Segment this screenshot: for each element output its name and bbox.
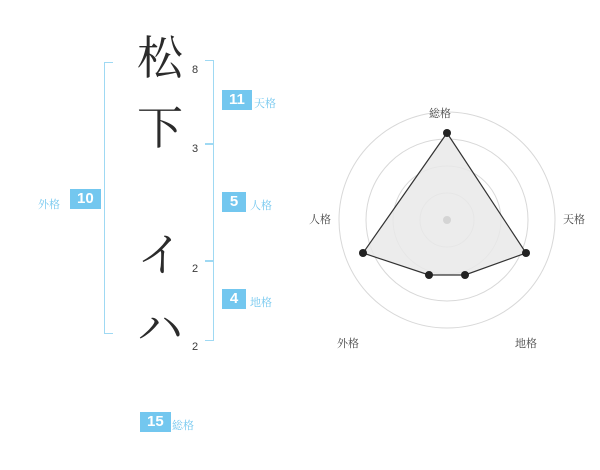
name-character-3: イ: [137, 228, 183, 282]
score-label-outer: 外格: [38, 199, 60, 211]
radar-point-gaikaku: [425, 271, 433, 279]
stroke-count-4: 2: [192, 341, 199, 353]
radar-point-soukaku: [443, 129, 451, 137]
name-character-1: 松: [137, 31, 183, 85]
radar-axis-label-soukaku: 総格: [429, 108, 451, 120]
radar-axis-label-jinkaku: 人格: [309, 214, 331, 226]
score-badge-outer: 10: [70, 189, 101, 209]
radar-axis-label-tenkaku: 天格: [563, 214, 585, 226]
score-badge-chikaku: 4: [222, 289, 246, 309]
radar-point-chikaku: [461, 271, 469, 279]
name-character-4: ハ: [137, 301, 183, 355]
stroke-count-2: 3: [192, 143, 199, 155]
radar-data-polygon: [363, 133, 526, 275]
radar-chart: [305, 105, 600, 395]
score-label-tenkaku: 天格: [254, 98, 276, 110]
score-badge-soukaku: 15: [140, 412, 171, 432]
outer-bracket: [104, 62, 113, 334]
radar-point-tenkaku: [522, 249, 530, 257]
radar-axis-label-gaikaku: 外格: [337, 338, 359, 350]
name-character-2: 下: [137, 101, 183, 155]
radar-center-dot: [443, 216, 451, 224]
score-label-jinkaku: 人格: [250, 200, 272, 212]
score-label-chikaku: 地格: [250, 297, 272, 309]
tenkaku-bracket: [205, 60, 214, 145]
score-label-soukaku: 総格: [172, 420, 194, 432]
stroke-count-1: 8: [192, 64, 199, 76]
radar-chart-svg: [305, 105, 600, 395]
stroke-count-3: 2: [192, 263, 199, 275]
score-badge-tenkaku: 11: [222, 90, 252, 110]
radar-axis-label-chikaku: 地格: [515, 338, 537, 350]
radar-point-jinkaku: [359, 249, 367, 257]
jinkaku-bracket: [205, 143, 214, 261]
chikaku-bracket: [205, 261, 214, 341]
score-badge-jinkaku: 5: [222, 192, 246, 212]
